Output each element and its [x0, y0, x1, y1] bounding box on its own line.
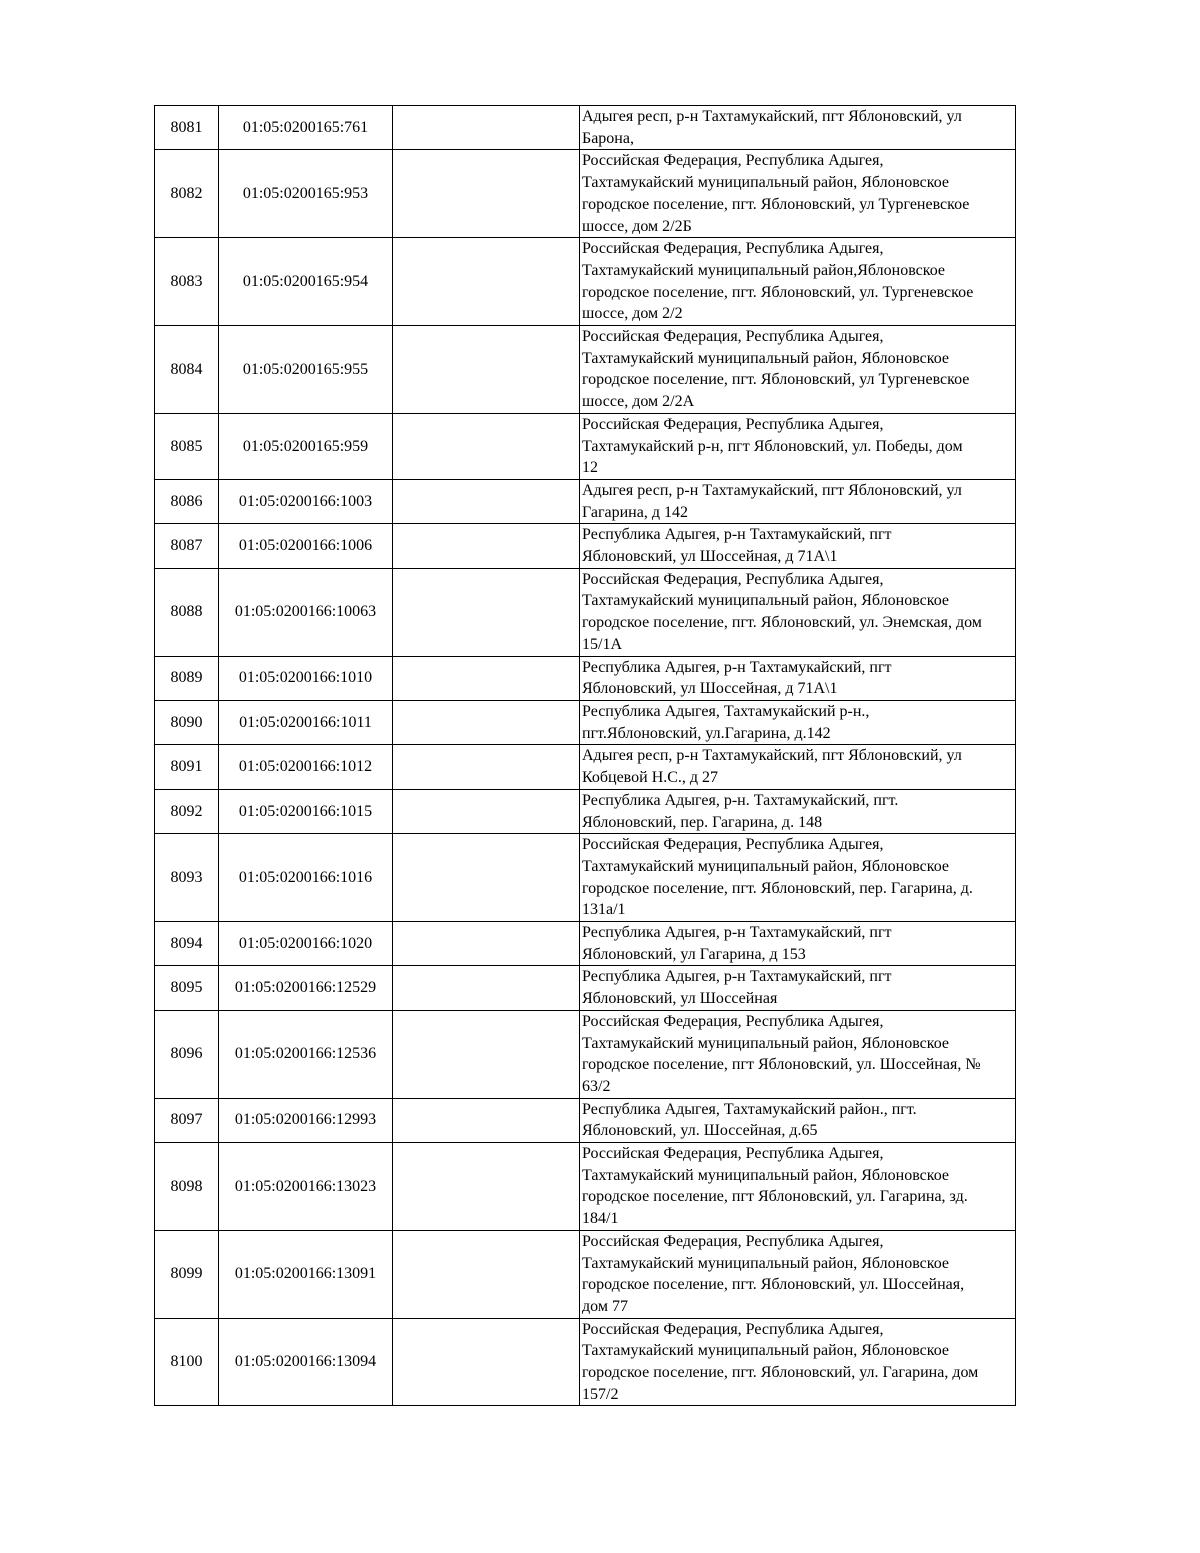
cadastral-number: 01:05:0200166:1006 — [219, 524, 393, 568]
empty-cell — [393, 479, 580, 523]
address: Адыгея респ, р-н Тахтамукайский, пгт Яблоновский, ул Барона, — [580, 106, 1016, 150]
empty-cell — [393, 789, 580, 833]
cadastral-number: 01:05:0200166:12536 — [219, 1010, 393, 1098]
address: Российская Федерация, Республика Адыгея, Тахтамукайский муниципальный район, Яблоновское городское поселение, пгт. Яблоновский, ул. Гагарина, дом 157/2 — [580, 1318, 1016, 1406]
cadastral-number: 01:05:0200166:10063 — [219, 568, 393, 656]
address: Российская Федерация, Республика Адыгея, Тахтамукайский муниципальный район, Яблоновское городское поселение, пгт. Яблоновский, ул Тургеневское шоссе, дом 2/2Б — [580, 150, 1016, 238]
cadastral-number: 01:05:0200166:1015 — [219, 789, 393, 833]
address: Российская Федерация, Республика Адыгея, Тахтамукайский муниципальный район, Яблоновское городское поселение, пгт. Яблоновский, пер. Гагарина, д. 131а/1 — [580, 834, 1016, 922]
record-number: 8082 — [155, 150, 219, 238]
address: Республика Адыгея, р-н Тахтамукайский, пгт Яблоновский, ул Шоссейная, д 71А\1 — [580, 524, 1016, 568]
table-row — [155, 922, 1016, 966]
address: Республика Адыгея, Тахтамукайский район., пгт. Яблоновский, ул. Шоссейная, д.65 — [580, 1098, 1016, 1142]
address: Республика Адыгея, р-н Тахтамукайский, пгт Яблоновский, ул Шоссейная — [580, 966, 1016, 1010]
cadastral-number: 01:05:0200165:953 — [219, 150, 393, 238]
empty-cell — [393, 966, 580, 1010]
records-table-body — [155, 106, 1016, 1406]
empty-cell — [393, 656, 580, 700]
record-number: 8100 — [155, 1318, 219, 1406]
address: Российская Федерация, Республика Адыгея, Тахтамукайский муниципальный район, Яблоновское городское поселение, пгт. Яблоновский, ул. Шоссейная, дом 77 — [580, 1230, 1016, 1318]
record-number: 8083 — [155, 238, 219, 326]
address: Адыгея респ, р-н Тахтамукайский, пгт Яблоновский, ул Гагарина, д 142 — [580, 479, 1016, 523]
table-row — [155, 1318, 1016, 1406]
address: Российская Федерация, Республика Адыгея, Тахтамукайский муниципальный район, Яблоновское городское поселение, пгт Яблоновский, ул. Гагарина, зд. 184/1 — [580, 1143, 1016, 1231]
table-row — [155, 479, 1016, 523]
empty-cell — [393, 326, 580, 414]
table-row — [155, 524, 1016, 568]
table-row — [155, 1230, 1016, 1318]
table-row — [155, 700, 1016, 744]
record-number: 8090 — [155, 700, 219, 744]
address: Республика Адыгея, р-н Тахтамукайский, пгт Яблоновский, ул Шоссейная, д 71А\1 — [580, 656, 1016, 700]
record-number: 8096 — [155, 1010, 219, 1098]
cadastral-number: 01:05:0200166:1012 — [219, 745, 393, 789]
empty-cell — [393, 150, 580, 238]
record-number: 8092 — [155, 789, 219, 833]
cadastral-number: 01:05:0200165:955 — [219, 326, 393, 414]
table-row — [155, 834, 1016, 922]
table-row — [155, 568, 1016, 656]
empty-cell — [393, 700, 580, 744]
table-row — [155, 1143, 1016, 1231]
record-number: 8098 — [155, 1143, 219, 1231]
records-table — [154, 105, 1016, 1406]
record-number: 8093 — [155, 834, 219, 922]
empty-cell — [393, 568, 580, 656]
cadastral-number: 01:05:0200166:1020 — [219, 922, 393, 966]
address: Российская Федерация, Республика Адыгея, Тахтамукайский муниципальный район, Яблоновское городское поселение, пгт Яблоновский, ул. Шоссейная, № 63/2 — [580, 1010, 1016, 1098]
table-row — [155, 238, 1016, 326]
record-number: 8081 — [155, 106, 219, 150]
empty-cell — [393, 834, 580, 922]
empty-cell — [393, 524, 580, 568]
empty-cell — [393, 1010, 580, 1098]
address: Российская Федерация, Республика Адыгея, Тахтамукайский р-н, пгт Яблоновский, ул. Победы, дом 12 — [580, 413, 1016, 479]
empty-cell — [393, 1318, 580, 1406]
empty-cell — [393, 922, 580, 966]
empty-cell — [393, 1230, 580, 1318]
record-number: 8097 — [155, 1098, 219, 1142]
address: Российская Федерация, Республика Адыгея, Тахтамукайский муниципальный район, Яблоновское городское поселение, пгт. Яблоновский, ул. Энемская, дом 15/1А — [580, 568, 1016, 656]
record-number: 8095 — [155, 966, 219, 1010]
record-number: 8089 — [155, 656, 219, 700]
address: Республика Адыгея, р-н. Тахтамукайский, пгт. Яблоновский, пер. Гагарина, д. 148 — [580, 789, 1016, 833]
cadastral-number: 01:05:0200166:13094 — [219, 1318, 393, 1406]
empty-cell — [393, 413, 580, 479]
cadastral-number: 01:05:0200165:761 — [219, 106, 393, 150]
table-row — [155, 966, 1016, 1010]
cadastral-number: 01:05:0200165:959 — [219, 413, 393, 479]
record-number: 8086 — [155, 479, 219, 523]
record-number: 8088 — [155, 568, 219, 656]
address: Российская Федерация, Республика Адыгея, Тахтамукайский муниципальный район, Яблоновское городское поселение, пгт. Яблоновский, ул Тургеневское шоссе, дом 2/2А — [580, 326, 1016, 414]
record-number: 8085 — [155, 413, 219, 479]
cadastral-number: 01:05:0200166:1016 — [219, 834, 393, 922]
table-row — [155, 326, 1016, 414]
record-number: 8091 — [155, 745, 219, 789]
record-number: 8084 — [155, 326, 219, 414]
cadastral-number: 01:05:0200166:12529 — [219, 966, 393, 1010]
record-number: 8094 — [155, 922, 219, 966]
record-number: 8087 — [155, 524, 219, 568]
address: Республика Адыгея, Тахтамукайский р-н., пгт.Яблоновский, ул.Гагарина, д.142 — [580, 700, 1016, 744]
cadastral-number: 01:05:0200166:12993 — [219, 1098, 393, 1142]
record-number: 8099 — [155, 1230, 219, 1318]
table-row — [155, 1010, 1016, 1098]
cadastral-number: 01:05:0200166:1011 — [219, 700, 393, 744]
table-row — [155, 1098, 1016, 1142]
empty-cell — [393, 238, 580, 326]
table-row — [155, 150, 1016, 238]
cadastral-number: 01:05:0200166:1003 — [219, 479, 393, 523]
address: Республика Адыгея, р-н Тахтамукайский, пгт Яблоновский, ул Гагарина, д 153 — [580, 922, 1016, 966]
cadastral-number: 01:05:0200165:954 — [219, 238, 393, 326]
empty-cell — [393, 745, 580, 789]
empty-cell — [393, 1143, 580, 1231]
table-row — [155, 106, 1016, 150]
table-row — [155, 413, 1016, 479]
table-row — [155, 745, 1016, 789]
table-row — [155, 656, 1016, 700]
table-row — [155, 789, 1016, 833]
cadastral-number: 01:05:0200166:13091 — [219, 1230, 393, 1318]
address: Российская Федерация, Республика Адыгея, Тахтамукайский муниципальный район,Яблоновское городское поселение, пгт. Яблоновский, ул. Тургеневское шоссе, дом 2/2 — [580, 238, 1016, 326]
cadastral-number: 01:05:0200166:1010 — [219, 656, 393, 700]
empty-cell — [393, 106, 580, 150]
cadastral-number: 01:05:0200166:13023 — [219, 1143, 393, 1231]
empty-cell — [393, 1098, 580, 1142]
address: Адыгея респ, р-н Тахтамукайский, пгт Яблоновский, ул Кобцевой Н.С., д 27 — [580, 745, 1016, 789]
